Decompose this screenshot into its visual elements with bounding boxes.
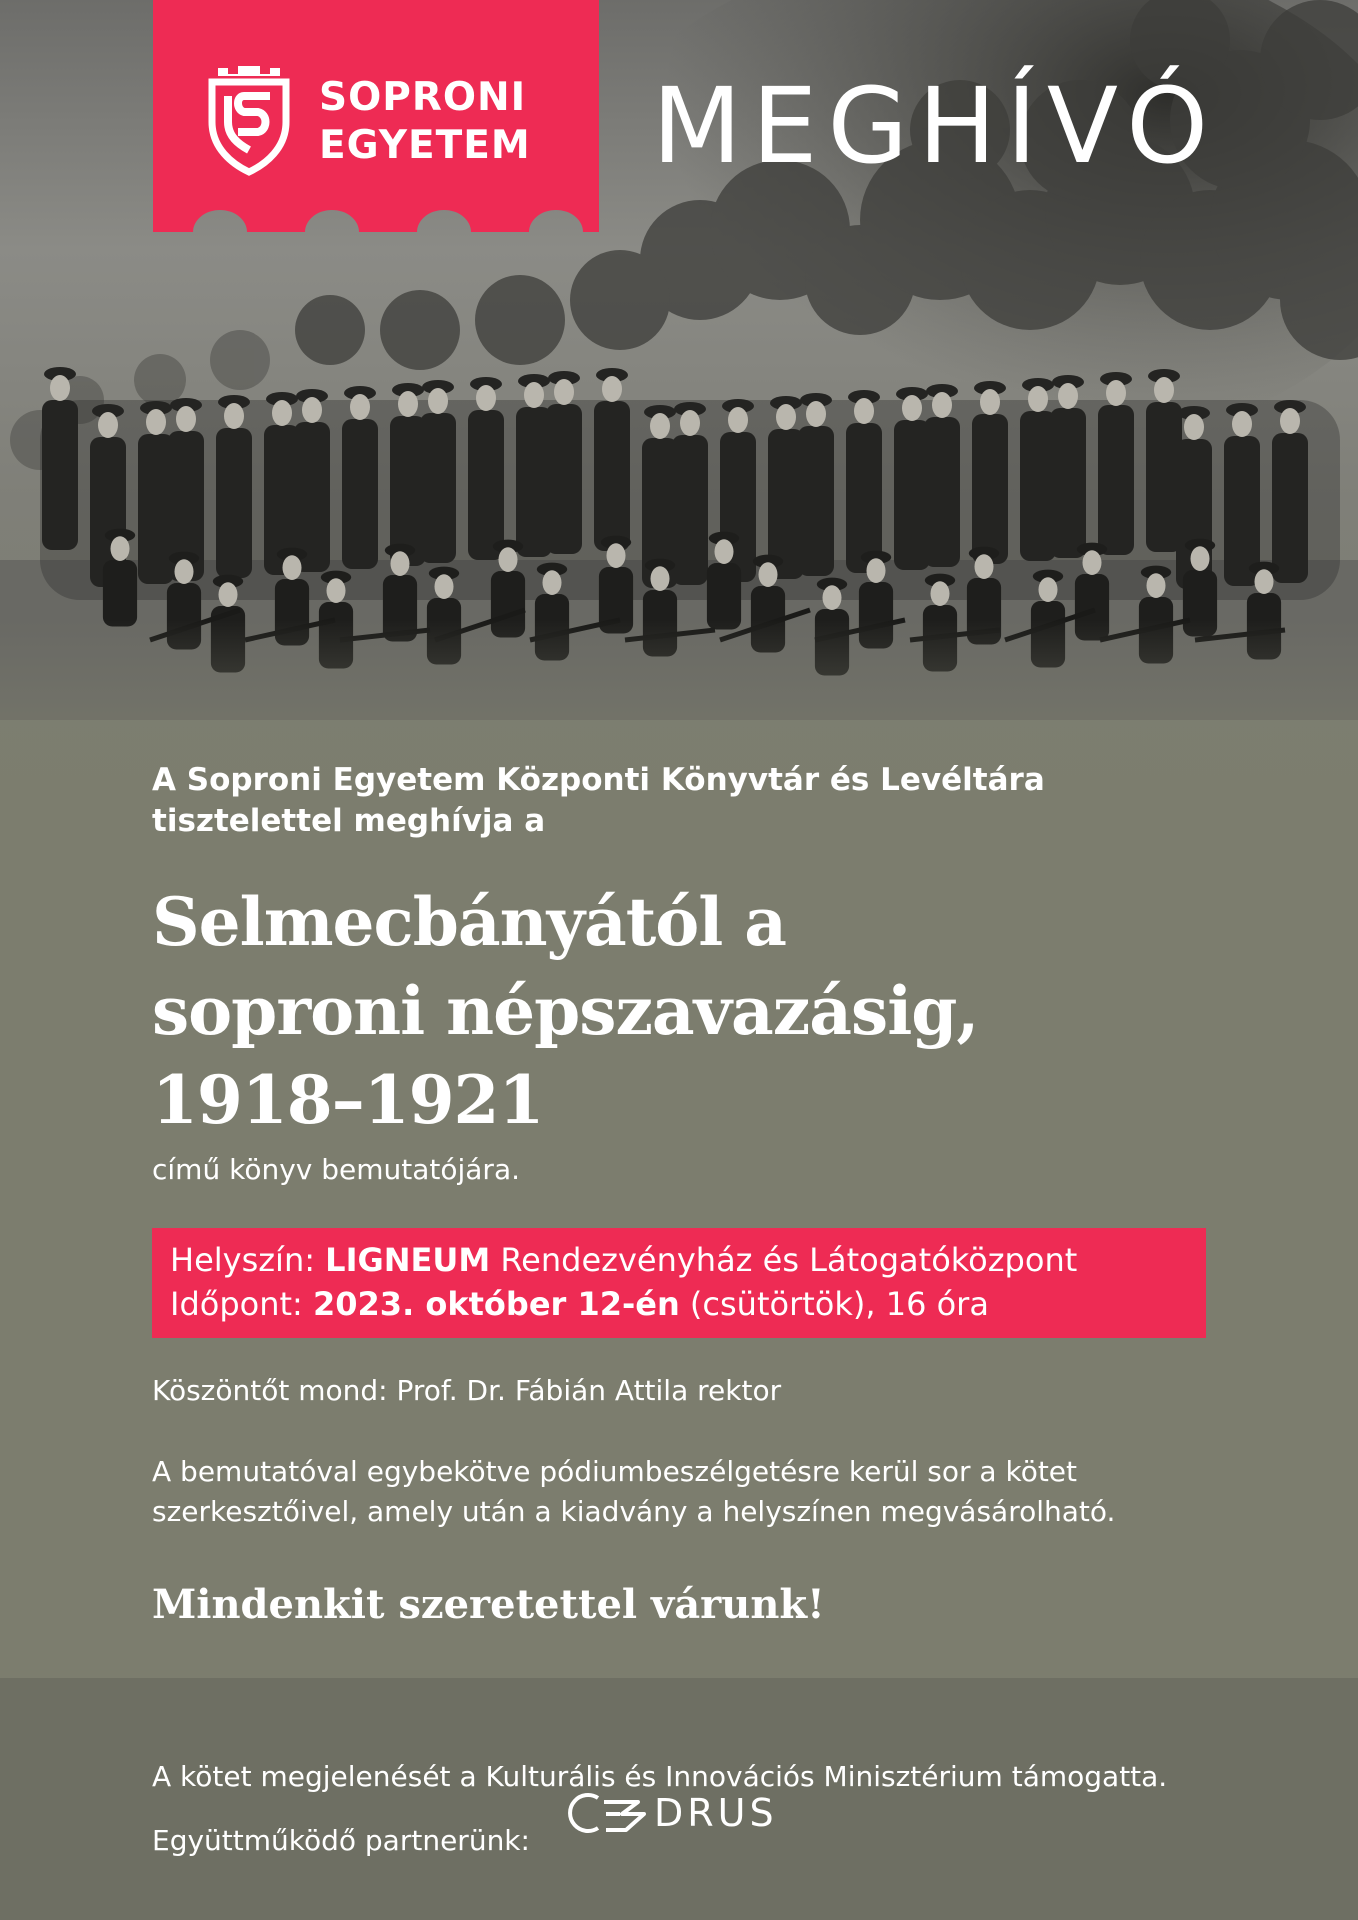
book-title-line-3: 1918–1921 [152, 1061, 544, 1139]
location-row [170, 1238, 1206, 1282]
location-rest: Rendezvényház és Látogatóközpont [500, 1241, 1078, 1279]
intro-line-2: tisztelettel meghívja a [152, 803, 546, 839]
location-label: Helyszín: [170, 1241, 315, 1279]
footer [0, 1678, 1358, 1920]
time-row [170, 1282, 1206, 1326]
partner-name: DRUS [654, 1791, 778, 1835]
event-details-box [152, 1228, 1206, 1338]
book-subtitle: című könyv bemutatójára. [152, 1153, 521, 1186]
book-title-line-2: soproni népszavazásig, [152, 972, 979, 1050]
description-line-2: szerkesztőivel, amely után a kiadvány a helyszínen megvásárolható. [152, 1495, 1116, 1528]
book-title [152, 878, 1212, 1145]
welcome-text: Mindenkit szeretettel várunk! [152, 1581, 825, 1628]
book-title-line-1: Selmecbányától a [152, 883, 787, 961]
greeting-text: Köszöntőt mond: Prof. Dr. Fábián Attila rektor [152, 1374, 782, 1407]
partner-logo [560, 1790, 778, 1836]
intro-line-1: A Soproni Egyetem Központi Könyvtár és Levéltára [152, 762, 1045, 798]
description-text [152, 1452, 1212, 1532]
partner-row [152, 1784, 530, 1857]
support-text: A kötet megjelenését a Kulturális és Innovációs Minisztérium támogatta. [152, 1760, 1168, 1793]
university-crest-icon [208, 62, 290, 176]
poster-title: MEGHÍVÓ [652, 65, 1219, 187]
time-rest: (csütörtök), 16 óra [689, 1285, 989, 1323]
time-date: 2023. október 12-én [313, 1285, 680, 1323]
intro-text [152, 760, 1212, 842]
university-name [319, 74, 531, 170]
description-line-1: A bemutatóval egybekötve pódiumbeszélgetésre kerül sor a kötet [152, 1455, 1078, 1488]
time-label: Időpont: [170, 1285, 303, 1323]
partner-label: Együttműködő partnerünk: [152, 1824, 530, 1857]
cedrus-logo-icon [560, 1790, 652, 1836]
logo-line-1: SOPRONI [319, 75, 527, 120]
logo-line-2: EGYETEM [319, 123, 531, 168]
location-venue: LIGNEUM [325, 1241, 491, 1279]
university-logo-tab [153, 0, 599, 248]
